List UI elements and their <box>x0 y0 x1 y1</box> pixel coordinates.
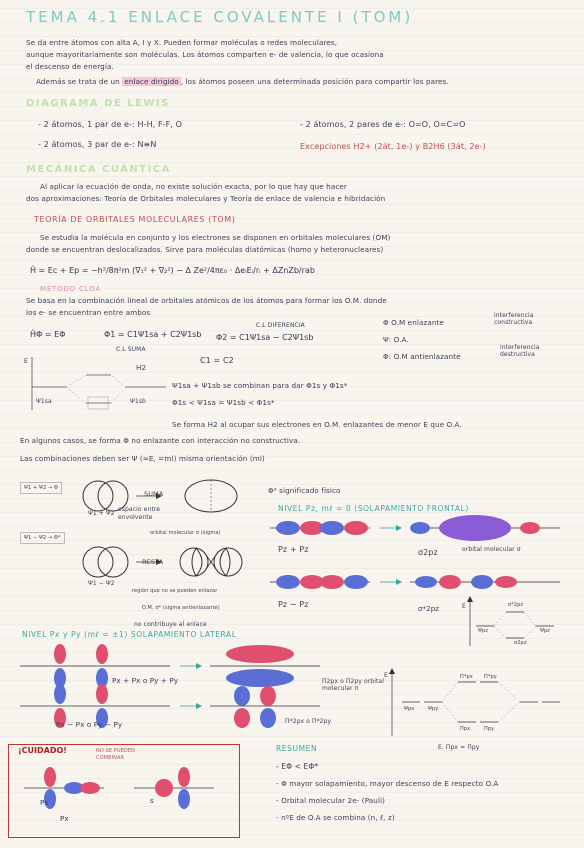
energy-axis-label: E <box>24 358 28 365</box>
cloa-line: los e- se encuentran entre ambos <box>26 308 151 317</box>
sigma-level: σ2pz <box>514 640 527 646</box>
lewis-row1-left: - 2 átomos, 1 par de e-: H-H, F-F, O <box>38 120 183 129</box>
h2-forms: Se forma H2 al ocupar sus electrones en O.M. enlazantes de menor E que O.A. <box>172 420 462 429</box>
sigma-2pz-label: σ2pz <box>418 548 438 557</box>
cloa-heading: MÉTODO CLOA <box>40 285 101 293</box>
interferencia-destructiva: interferencia destructiva <box>500 344 540 358</box>
phi2-meaning: Φ² significado físico <box>268 486 341 495</box>
schrodinger-eq: ĤΦ = EΦ <box>30 330 66 339</box>
h2-label: H2 <box>136 363 147 372</box>
resumen-item: - nºE de O.A se combina (n, ℓ, z) <box>276 813 395 822</box>
cl-suma-label: C.L SUMA <box>116 346 146 353</box>
resumen-item: - Orbital molecular 2e- (Pauli) <box>276 796 386 805</box>
pz-heading: NIVEL Pz, mℓ = 0 (SOLAPAMIENTO FRONTAL) <box>278 504 469 513</box>
sigma-star-label: σ*2pz <box>418 605 440 613</box>
px-sum-label: Px + Px o Py + Py <box>112 676 179 685</box>
cuidado-pz-label: Px <box>40 798 49 807</box>
phi1-eq: Φ1 = C1Ψ1sa + C2Ψ1sb <box>104 330 202 339</box>
pi-x-level: Πpx <box>460 726 471 732</box>
px-heading: NIVEL Px y Py (mℓ = ±1) SOLAPAMIENTO LATERAL <box>22 630 237 639</box>
intro-line: aunque mayoritariamente son moléculas. Los átomos comparten e- de valencia, lo que ocasiona <box>26 50 384 59</box>
h2-energy-sketch <box>26 355 176 415</box>
no-contribuye-label: no contribuye al enlace <box>134 621 207 628</box>
lewis-exceptions: Excepciones H2+ (2át, 1e-) y B2H6 (3át, 2e-) <box>300 142 486 151</box>
interferencia-constructiva: interferencia constructiva <box>494 312 534 326</box>
resta-label: RESTA <box>142 558 164 566</box>
pi-star-label: Π*2px o Π*2py <box>285 718 332 725</box>
cuidado-s-label: s <box>150 796 154 805</box>
e-axis: E <box>462 603 466 610</box>
psi-1sa-label: Ψ1sa <box>36 398 52 405</box>
pi-y-level: Πpy <box>484 726 495 732</box>
lewis-row1-right: - 2 átomos, 2 pares de e-: O=O, O=C=O <box>300 120 466 129</box>
psi-pz-left: Ψpz <box>478 628 489 634</box>
quantum-line: dos aproximaciones: Teoría de Orbitales moleculares y Teoría de enlace de valencia e hibridación <box>26 194 386 203</box>
espacio-label: espacio entre <box>118 506 161 513</box>
cuidado-note: NO SE PUEDEN COMBINAR <box>96 748 135 761</box>
cuidado-px-label: Px <box>60 814 69 823</box>
hamiltonian-formula: Ĥ = Ec + Ep = −h²/8π²m (∇₁² + ∇₂²) − Δ Ze²/4πε₀ · ΔeᵢEᵢ/rᵢ + ΔZnZb/rab <box>30 266 315 275</box>
e-axis-2: E <box>384 672 388 679</box>
pi-equal-caption: E. Πpx = Πpy <box>438 744 480 751</box>
psi-px-level: Ψpx <box>404 706 415 712</box>
region-label: región que no se pueden enlazar <box>132 588 218 594</box>
intro-line: Se da entre átomos con alta A, I y X. Pueden formar moléculas o redes moleculares, <box>26 38 338 47</box>
quantum-heading: MECÁNICA CUÁNTICA <box>26 164 171 175</box>
resumen-item: - EΦ < EΦ* <box>276 762 319 771</box>
tom-line: Se estudia la molécula en conjunto y los electrones se disponen en orbitales moleculares (OM) <box>40 233 391 242</box>
sigma-anti-label: O.M. σ* (sigma antienlazante) <box>142 605 220 611</box>
diff-box: Ψ1 − Ψ2 → Φ* <box>20 532 65 544</box>
cl-diff-label: C.L DIFERENCIA <box>256 322 305 329</box>
lewis-heading: DIAGRAMA DE LEWIS <box>26 98 170 109</box>
highlight-enlace-dirigido: enlace dirigido <box>124 77 179 86</box>
tom-line: donde se encuentran deslocalizados. Sirve para moléculas diatómicas (homo y heteronucleares) <box>26 245 384 254</box>
some-cases: En algunos casos, se forma Φ no enlazante con interacción no constructiva. <box>20 436 301 445</box>
om-enlazante: Φ O.M enlazante <box>383 318 444 327</box>
combine-line: Ψ1sa + Ψ1sb se combinan para dar Φ1s y Φ1s* <box>172 381 348 390</box>
cuidado-heading: ¡CUIDADO! <box>18 746 67 755</box>
energy-diagram-pi <box>380 666 570 742</box>
sigma-om-label: orbital molecular σ (sigma) <box>150 530 221 536</box>
combos: Las combinaciones deben ser Ψ (≈E, =ml) misma orientación (ml) <box>20 454 265 463</box>
tom-heading: TEORÍA DE ORBITALES MOLECULARES (TOM) <box>34 215 236 224</box>
psi-sum-label: Ψ1 + Ψ2 <box>88 510 115 517</box>
cloa-line: Se basa en la combinación lineal de orbitales atómicos de los átomos para formar los O.M. donde <box>26 296 387 305</box>
pi-star-y-level: Π*py <box>484 674 497 680</box>
cuidado-orbitals <box>14 764 234 824</box>
psi-diff-label: Ψ1 − Ψ2 <box>88 580 115 587</box>
orbital-sigma-label: orbital molecular σ <box>462 546 521 553</box>
psi-1sb-label: Ψ1sb <box>130 398 146 405</box>
pi-star-x-level: Π*px <box>460 674 473 680</box>
sum-box: Ψ1 + Ψ2 → Φ <box>20 482 62 494</box>
energy-order: Φ1s < Ψ1sa = Ψ1sb < Φ1s* <box>172 398 275 407</box>
intro-line: el descenso de energía. <box>26 62 114 71</box>
quantum-line: Al aplicar la ecuación de onda, no existe solución exacta, por lo que hay que hacer <box>40 182 347 191</box>
psi-oa: Ψ: O.A. <box>383 335 409 344</box>
page-title: TEMA 4.1 ENLACE COVALENTE I (TOM) <box>26 8 414 26</box>
psi-pz-right: Ψpz <box>540 628 551 634</box>
psi-py-level: Ψpy <box>428 706 439 712</box>
resumen-heading: RESUMEN <box>276 744 318 753</box>
phi2-eq: Φ2 = C1Ψ1sa − C2Ψ1sb <box>216 333 314 342</box>
pi-orbital-label: Π2px o Π2py orbital molecular π <box>322 678 384 692</box>
c-equal: C1 = C2 <box>200 356 234 365</box>
lewis-row2-left: - 2 átomos, 3 par de e-: N≡N <box>38 140 157 149</box>
pz-minus-label: Pz − Pz <box>278 600 309 609</box>
resumen-item: - Φ mayor solapamiento, mayor descenso de E respecto O.A <box>276 779 499 788</box>
envolvente-label: envolvente <box>118 514 153 521</box>
om-antienlazante: Φ: O.M antienlazante <box>383 352 461 361</box>
pz-plus-label: Pz + Pz <box>278 545 309 554</box>
intro-line: Además se trata de un enlace dirigido , los átomos poseen una determinada posición para compartir los pares. <box>36 77 449 86</box>
sigma-star-level: σ*2pz <box>508 602 524 608</box>
px-diff-label: Px − Px o Py − Py <box>56 720 123 729</box>
suma-label: SUMA <box>144 490 164 498</box>
